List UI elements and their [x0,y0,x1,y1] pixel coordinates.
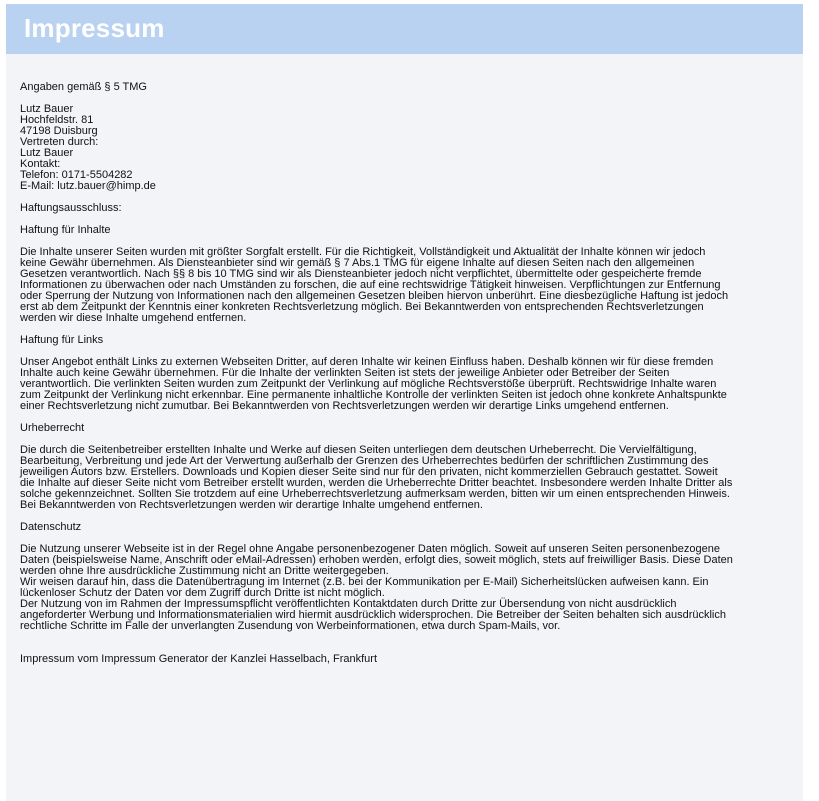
page-header [6,4,803,54]
address-block: Lutz Bauer Hochfeldstr. 81 47198 Duisburg Vertreten durch: Lutz Bauer Kontakt: Telefon: 0171-5504282 E-Mail: lutz.bauer@himp.de [20,103,156,192]
haftungsausschluss-heading: Haftungsausschluss: [20,202,122,214]
impressum-content [20,82,802,665]
section-title-urheberrecht: Urheberrecht [20,422,85,434]
section-title-links: Haftung für Links [20,334,104,346]
section-title-inhalte: Haftung für Inhalte [20,224,111,236]
section-body-datenschutz: Die Nutzung unserer Webseite ist in der Regel ohne Angabe personenbezogener Daten möglich. Soweit auf unseren Seiten personenbezogene Daten (beispielsweise Name, Anschrift oder eMail-Adressen) erhoben werden, erfolgt dies, soweit möglich, stets auf freiwilliger Basis. Diese Daten werden ohne Ihre ausdrückliche Zustimmung nicht an Dritte weitergegeben. Wir weisen darauf hin, dass die Datenübertragung im Internet (z.B. bei der Kommunikation per E-Mail) Sicherheitslücken aufweisen kann. Ein lückenloser Schutz der Daten vor dem Zugriff durch Dritte ist nicht möglich. Der Nutzung von im Rahmen der Impressumspflicht veröffentlichten Kontaktdaten durch Dritte zur Übersendung von nicht ausdrücklich angeforderter Werbung und Informationsmaterialien wird hiermit ausdrücklich widersprochen. Die Betreiber der Seiten behalten sich ausdrücklich rechtliche Schritte im Falle der unverlangten Zusendung von Werbeinformationen, etwa durch Spam-Mails, vor. [20,543,733,632]
section-title-datenschutz: Datenschutz [20,521,82,533]
intro-text: Angaben gemäß § 5 TMG [20,81,147,93]
page-title: Impressum [24,13,165,43]
impressum-page [6,4,803,801]
section-body-links: Unser Angebot enthält Links zu externen Webseiten Dritter, auf deren Inhalte wir keinen Einfluss haben. Deshalb können wir für diese fremden Inhalte auch keine Gewähr übernehmen. Für die Inhalte der verlinkten Seiten ist stets der jeweilige Anbieter oder Betreiber der Seiten verantwortlich. Die verlinkten Seiten wurden zum Zeitpunkt der Verlinkung auf mögliche Rechtsverstöße überprüft. Rechtswidrige Inhalte waren zum Zeitpunkt der Verlinkung nicht erkennbar. Eine permanente inhaltliche Kontrolle der verlinkten Seiten ist jedoch ohne konkrete Anhaltspunkte einer Rechtsverletzung nicht zumutbar. Bei Bekanntwerden von Rechtsverletzungen werden wir derartige Links umgehend entfernen. [20,356,727,412]
footer-credit: Impressum vom Impressum Generator der Kanzlei Hasselbach, Frankfurt [20,653,378,665]
section-body-inhalte: Die Inhalte unserer Seiten wurden mit größter Sorgfalt erstellt. Für die Richtigkeit, Vollständigkeit und Aktualität der Inhalte können wir jedoch keine Gewähr übernehmen. Als Diensteanbieter sind wir gemäß § 7 Abs.1 TMG für eigene Inhalte auf diesen Seiten nach den allgemeinen Gesetzen verantwortlich. Nach §§ 8 bis 10 TMG sind wir als Diensteanbieter jedoch nicht verpflichtet, übermittelte oder gespeicherte fremde Informationen zu überwachen oder nach Umständen zu forschen, die auf eine rechtswidrige Tätigkeit hinweisen. Verpflichtungen zur Entfernung oder Sperrung der Nutzung von Informationen nach den allgemeinen Gesetzen bleiben hiervon unberührt. Eine diesbezügliche Haftung ist jedoch erst ab dem Zeitpunkt der Kenntnis einer konkreten Rechtsverletzung möglich. Bei Bekanntwerden von entsprechenden Rechtsverletzungen werden wir diese Inhalte umgehend entfernen. [20,246,729,324]
section-body-urheberrecht: Die durch die Seitenbetreiber erstellten Inhalte und Werke auf diesen Seiten unterliegen dem deutschen Urheberrecht. Die Vervielfältigung, Bearbeitung, Verbreitung und jede Art der Verwertung außerhalb der Grenzen des Urheberrechtes bedürfen der schriftlichen Zustimmung des jeweiligen Autors bzw. Erstellers. Downloads und Kopien dieser Seite sind nur für den privaten, nicht kommerziellen Gebrauch gestattet. Soweit die Inhalte auf dieser Seite nicht vom Betreiber erstellt wurden, werden die Urheberrechte Dritter beachtet. Insbesondere werden Inhalte Dritter als solche gekennzeichnet. Sollten Sie trotzdem auf eine Urheberrechtsverletzung aufmerksam werden, bitten wir um einen entsprechenden Hinweis. Bei Bekanntwerden von Rechtsverletzungen werden wir derartige Inhalte umgehend entfernen. [20,444,733,511]
